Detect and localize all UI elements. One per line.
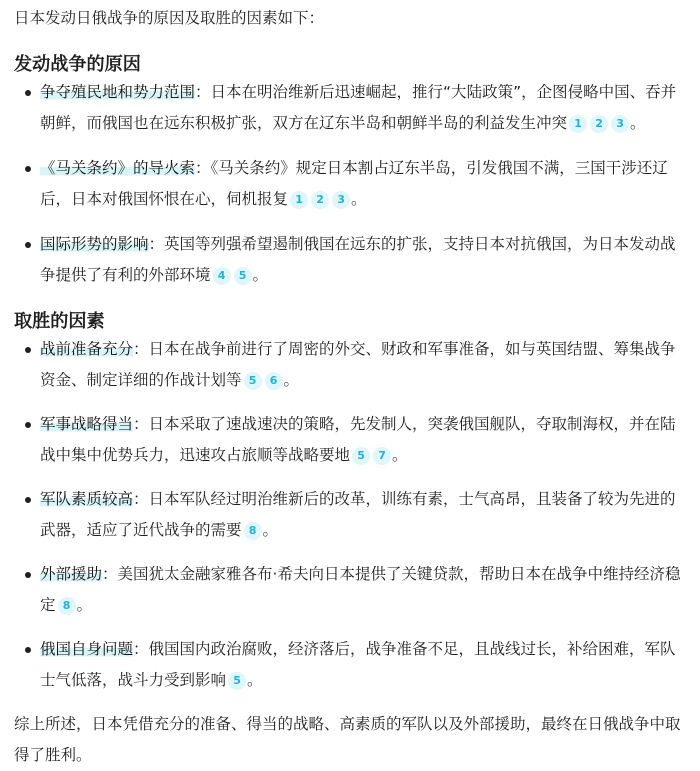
- citation-badge[interactable]: 3: [332, 191, 350, 209]
- item-label: 军队素质较高: [40, 490, 134, 508]
- citation-badge[interactable]: 2: [311, 191, 329, 209]
- list-item: [14, 559, 684, 621]
- summary-text: 综上所述，日本凭借充分的准备、得当的战略、高素质的军队以及外部援助，最终在日俄战争中取得了胜利。: [14, 715, 681, 764]
- item-text: 俄国国内政治腐败，经济落后，战争准备不足，且战线过长，补给困难，军队士气低落，战斗力受到影响: [40, 640, 676, 689]
- item-end: 。: [283, 371, 300, 389]
- bullet-icon: [25, 647, 31, 653]
- item-label: 《马关条约》的导火索: [40, 159, 196, 177]
- citation-badge[interactable]: 1: [569, 115, 587, 133]
- item-end: 。: [247, 671, 263, 689]
- bullet-icon: [25, 90, 31, 96]
- citation-badge[interactable]: 4: [213, 267, 231, 285]
- item-separator: ：: [195, 159, 211, 177]
- item-separator: ：: [148, 235, 165, 253]
- item-label: 俄国自身问题: [40, 640, 134, 658]
- citation-badge[interactable]: 8: [244, 522, 262, 540]
- bullet-icon: [25, 242, 31, 248]
- citation-badge[interactable]: 5: [352, 447, 370, 465]
- citation-badge[interactable]: 5: [244, 372, 262, 390]
- item-separator: ：: [195, 83, 211, 101]
- bullet-icon: [25, 422, 31, 428]
- citation-badge[interactable]: 5: [234, 267, 252, 285]
- citation-badge[interactable]: 3: [611, 115, 629, 133]
- item-separator: ：: [133, 415, 149, 433]
- item-text: 美国犹太金融家雅各布·希夫向日本提供了关键贷款，帮助日本在战争中维持经济稳定: [40, 565, 681, 614]
- citation-badge[interactable]: 1: [290, 191, 308, 209]
- list-item: [14, 229, 684, 291]
- item-label: 外部援助: [40, 565, 103, 583]
- item-separator: ：: [133, 490, 149, 508]
- citation-badge[interactable]: 6: [265, 372, 283, 390]
- item-end: 。: [252, 266, 269, 284]
- item-label: 军事战略得当: [40, 415, 134, 433]
- item-text: 英国等列强希望遏制俄国在远东的扩张，支持日本对抗俄国，为日本发动战争提供了有利的外部环境: [40, 235, 676, 284]
- item-end: 。: [630, 114, 646, 132]
- list-item: [14, 634, 684, 696]
- citation-badge[interactable]: 8: [58, 597, 76, 615]
- citation-badge[interactable]: 5: [228, 672, 246, 690]
- item-end: 。: [351, 190, 367, 208]
- bullet-icon: [25, 572, 31, 578]
- item-label: 争夺殖民地和势力范围: [40, 83, 196, 101]
- list-item: [14, 409, 684, 471]
- section-title-causes: 发动战争的原因: [14, 54, 141, 75]
- factors-list: [14, 334, 684, 696]
- causes-list: [14, 77, 684, 291]
- section-title-factors: 取胜的因素: [14, 311, 105, 332]
- item-end: 。: [76, 596, 93, 614]
- item-separator: ：: [102, 565, 118, 583]
- item-text: 《马关条约》规定日本割占辽东半岛，引发俄国不满，三国干涉还辽后，日本对俄国怀恨在心，伺机报复: [40, 159, 668, 208]
- item-separator: ：: [133, 640, 149, 658]
- item-end: 。: [392, 446, 408, 464]
- item-label: 战前准备充分: [40, 340, 134, 358]
- intro-text: 日本发动日俄战争的原因及取胜的因素如下：: [14, 9, 325, 27]
- bullet-icon: [25, 166, 31, 172]
- item-label: 国际形势的影响: [40, 235, 149, 253]
- citation-badge[interactable]: 2: [590, 115, 608, 133]
- bullet-icon: [25, 497, 31, 503]
- item-text: 日本军队经过明治维新后的改革，训练有素，士气高昂，且装备了较为先进的武器，适应了近代战争的需要: [40, 490, 676, 539]
- item-text: 日本在明治维新后迅速崛起，推行“大陆政策”，企图侵略中国、吞并朝鲜，而俄国也在远东积极扩张，双方在辽东半岛和朝鲜半岛的利益发生冲突: [40, 83, 677, 132]
- list-item: [14, 484, 684, 546]
- citation-badge[interactable]: 7: [373, 447, 391, 465]
- item-separator: ：: [133, 340, 149, 358]
- item-text: 日本采取了速战速决的策略，先发制人，突袭俄国舰队，夺取制海权，并在陆战中集中优势兵力，迅速攻占旅顺等战略要地: [40, 415, 676, 464]
- bullet-icon: [25, 347, 31, 353]
- list-item: [14, 153, 684, 215]
- item-text: 日本在战争前进行了周密的外交、财政和军事准备，如与英国结盟、筹集战争资金、制定详细的作战计划等: [40, 340, 676, 389]
- list-item: [14, 77, 684, 139]
- list-item: [14, 334, 684, 396]
- item-end: 。: [262, 521, 279, 539]
